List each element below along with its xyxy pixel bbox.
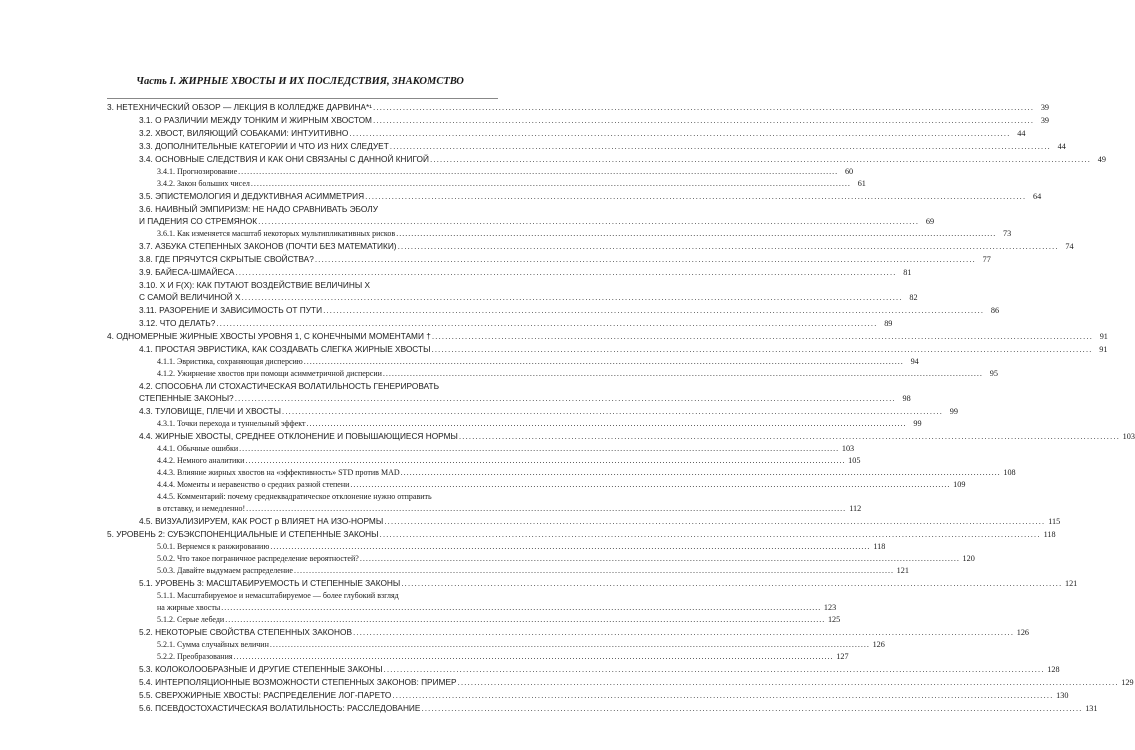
- toc-entry-title: 3.10. X И F(X): КАК ПУТАЮТ ВОЗДЕЙСТВИЕ ВЕЛИЧИНЫ X: [139, 280, 371, 290]
- toc-entry[interactable]: [107, 178, 866, 190]
- toc-entry-title: 4.4.2. Немного аналитики: [157, 456, 245, 465]
- toc-page-number: 121: [1064, 579, 1078, 588]
- toc-entry-title: 4.1. ПРОСТАЯ ЭВРИСТИКА, КАК СОЗДАВАТЬ СЛЕГКА ЖИРНЫЕ ХВОСТЫ: [139, 344, 431, 354]
- dot-leader: [307, 418, 907, 430]
- dot-leader: [221, 602, 821, 614]
- toc-page-number: 74: [1065, 242, 1074, 251]
- toc-entry[interactable]: [107, 590, 837, 614]
- toc-entry[interactable]: [107, 467, 1016, 479]
- toc-entry[interactable]: [107, 689, 1069, 702]
- toc-entry-title: 4.4.4. Моменты и неравенство о средних разной степени: [157, 480, 350, 489]
- toc-entry[interactable]: [107, 356, 919, 368]
- toc-page-number: 112: [849, 504, 862, 513]
- dot-leader: [392, 689, 1053, 701]
- dot-leader: [373, 101, 1034, 113]
- toc-page-number: 121: [896, 566, 909, 575]
- toc-entry[interactable]: [107, 614, 841, 626]
- dot-leader: [239, 443, 839, 455]
- toc-page-number: 81: [903, 268, 912, 277]
- dot-leader: [384, 663, 1045, 675]
- dot-leader: [235, 266, 896, 278]
- toc-page-number: 126: [1016, 628, 1030, 637]
- toc-page-number: 60: [844, 167, 854, 176]
- toc-page-number: 125: [827, 615, 841, 624]
- toc-entry[interactable]: [107, 455, 861, 467]
- toc-page-number: 118: [873, 542, 886, 551]
- toc-list: [107, 101, 1135, 715]
- toc-entry-title: 5.3. КОЛОКОЛООБРАЗНЫЕ И ДРУГИЕ СТЕПЕННЫЕ ЗАКОНЫ: [139, 664, 383, 674]
- toc-entry-title-continuation: на жирные хвосты: [157, 603, 221, 612]
- dot-leader: [401, 467, 1001, 479]
- toc-entry-title: 5.0.3. Давайте выдумаем распределение: [157, 566, 293, 575]
- toc-entry-title: 3.1. О РАЗЛИЧИИ МЕЖДУ ТОНКИМ И ЖИРНЫМ ХВОСТОМ: [139, 115, 372, 125]
- toc-page-number: 103: [1122, 432, 1135, 441]
- toc-page-number: 91: [1099, 332, 1108, 341]
- dot-leader: [365, 190, 1026, 202]
- toc-entry[interactable]: [107, 418, 922, 430]
- dot-leader: [323, 304, 984, 316]
- toc-page-number: 99: [913, 419, 922, 428]
- toc-entry[interactable]: [107, 228, 1012, 240]
- dot-leader: [458, 676, 1119, 688]
- toc-entry[interactable]: [107, 101, 1050, 114]
- toc-entry-title: 3.4. ОСНОВНЫЕ СЛЕДСТВИЯ И КАК ОНИ СВЯЗАНЫ С ДАННОЙ КНИГОЙ: [139, 154, 429, 164]
- dot-leader: [430, 153, 1091, 165]
- toc-entry-title: 3.7. АЗБУКА СТЕПЕННЫХ ЗАКОНОВ (ПОЧТИ БЕЗ МАТЕМАТИКИ): [139, 241, 397, 251]
- toc-entry-title-continuation: СТЕПЕННЫЕ ЗАКОНЫ?: [139, 393, 234, 403]
- toc-entry-title: 5.2. НЕКОТОРЫЕ СВОЙСТВА СТЕПЕННЫХ ЗАКОНОВ: [139, 627, 352, 637]
- toc-page-number: 123: [823, 603, 837, 612]
- toc-entry-title: 3.3. ДОПОЛНИТЕЛЬНЫЕ КАТЕГОРИИ И ЧТО ИЗ НИХ СЛЕДУЕТ: [139, 141, 389, 151]
- toc-entry[interactable]: [107, 190, 1042, 203]
- toc-entry[interactable]: [107, 203, 935, 228]
- toc-entry-title: 3.6. НАИВНЫЙ ЭМПИРИЗМ: НЕ НАДО СРАВНИВАТЬ ЭБОЛУ: [139, 204, 378, 214]
- toc-entry-title: 3.12. ЧТО ДЕЛАТЬ?: [139, 318, 216, 328]
- dot-leader: [432, 330, 1093, 342]
- toc-entry-title: 3. НЕТЕХНИЧЕСКИЙ ОБЗОР — ЛЕКЦИЯ В КОЛЛЕДЖЕ ДАРВИНА*¹: [107, 102, 372, 112]
- dot-leader: [398, 240, 1059, 252]
- dot-leader: [373, 114, 1034, 126]
- dot-leader: [396, 228, 996, 240]
- dot-leader: [245, 455, 845, 467]
- dot-leader: [251, 178, 851, 190]
- toc-entry[interactable]: [107, 553, 975, 565]
- dot-leader: [270, 639, 870, 651]
- toc-page-number: 120: [962, 554, 975, 563]
- toc-entry[interactable]: [107, 153, 1106, 166]
- toc-entry[interactable]: [107, 443, 855, 455]
- toc-entry-title: 5.2.1. Сумма случайных величин: [157, 640, 269, 649]
- dot-leader: [242, 291, 903, 303]
- toc-entry[interactable]: [107, 140, 1066, 153]
- table-of-contents: [107, 98, 1135, 715]
- toc-page-number: 89: [884, 319, 893, 328]
- toc-entry[interactable]: [107, 279, 918, 304]
- toc-entry-title: 3.11. РАЗОРЕНИЕ И ЗАВИСИМОСТЬ ОТ ПУТИ: [139, 305, 323, 315]
- dot-leader: [384, 515, 1045, 527]
- dot-leader: [349, 127, 1010, 139]
- toc-entry[interactable]: [107, 380, 911, 405]
- toc-entry-title: 5.1.1. Масштабируемое и немасштабируемое — более глубокий взгляд: [157, 591, 399, 600]
- dot-leader: [216, 317, 877, 329]
- toc-page-number: 131: [1085, 704, 1098, 713]
- toc-page-number: 109: [953, 480, 966, 489]
- toc-entry[interactable]: [107, 317, 893, 330]
- toc-page-number: 94: [910, 357, 919, 366]
- toc-page-number: 61: [857, 179, 866, 188]
- toc-entry-title: 4.4.3. Влияние жирных хвостов на «эффективность» STD против MAD: [157, 468, 400, 477]
- toc-page-number: 128: [1047, 665, 1060, 674]
- toc-entry-title: 4.5. ВИЗУАЛИЗИРУЕМ, КАК РОСТ p ВЛИЯЕТ НА ИЗО-НОРМЫ: [139, 516, 384, 526]
- toc-entry-title-continuation: И ПАДЕНИЯ СО СТРЕМЯНОК: [139, 216, 258, 226]
- toc-entry[interactable]: [107, 577, 1078, 590]
- toc-entry-title: 5.5. СВЕРХЖИРНЫЕ ХВОСТЫ: РАСПРЕДЕЛЕНИЕ ЛОГ-ПАРЕТО: [139, 690, 392, 700]
- toc-page-number: 129: [1121, 678, 1134, 687]
- toc-page-number: 86: [990, 306, 1000, 315]
- dot-leader: [431, 343, 1092, 355]
- toc-page-number: 39: [1040, 116, 1049, 125]
- toc-entry-title: 5.0.2. Что такое пограничное распределение вероятностей?: [157, 554, 359, 563]
- toc-entry[interactable]: [107, 663, 1060, 676]
- toc-page-number: 105: [848, 456, 861, 465]
- toc-entry-title: 4.4. ЖИРНЫЕ ХВОСТЫ, СРЕДНЕЕ ОТКЛОНЕНИЕ И ПОВЫШАЮЩИЕСЯ НОРМЫ: [139, 431, 458, 441]
- dot-leader: [380, 528, 1041, 540]
- toc-entry-title: 3.2. ХВОСТ, ВИЛЯЮЩИЙ СОБАКАМИ: ИНТУИТИВНО: [139, 128, 349, 138]
- dot-leader: [225, 614, 825, 626]
- toc-page-number: 39: [1040, 103, 1050, 112]
- toc-page-number: 99: [949, 407, 958, 416]
- dot-leader: [421, 702, 1082, 714]
- toc-entry-title: 3.8. ГДЕ ПРЯЧУТСЯ СКРЫТЫЕ СВОЙСТВА?: [139, 254, 314, 264]
- toc-entry-title: 5.2.2. Преобразования: [157, 652, 233, 661]
- toc-page-number: 73: [1003, 229, 1012, 238]
- toc-page-number: 64: [1032, 192, 1042, 201]
- toc-entry[interactable]: [107, 266, 912, 279]
- toc-page-number: 98: [902, 394, 911, 403]
- dot-leader: [383, 368, 983, 380]
- toc-entry[interactable]: [107, 541, 886, 553]
- toc-page-number: 127: [836, 652, 849, 661]
- toc-entry-title: 5.0.1. Вернемся к ранжированию: [157, 542, 270, 551]
- toc-page-number: 82: [909, 293, 918, 302]
- dot-leader: [246, 503, 846, 515]
- dot-leader: [353, 626, 1014, 638]
- toc-entry[interactable]: [107, 491, 862, 515]
- toc-entry-title: 3.4.1. Прогнозирование: [157, 167, 238, 176]
- toc-entry-title: 4. ОДНОМЕРНЫЕ ЖИРНЫЕ ХВОСТЫ УРОВНЯ 1, С КОНЕЧНЫМИ МОМЕНТАМИ †: [107, 331, 431, 341]
- toc-entry-title: 5.1. УРОВЕНЬ 3: МАСШТАБИРУЕМОСТЬ И СТЕПЕННЫЕ ЗАКОНЫ: [139, 578, 401, 588]
- toc-entry[interactable]: [107, 430, 1135, 443]
- toc-entry[interactable]: [107, 304, 1000, 317]
- toc-entry-title: 4.4.1. Обычные ошибки: [157, 444, 239, 453]
- toc-entry[interactable]: [107, 626, 1030, 639]
- dot-leader: [459, 430, 1120, 442]
- toc-page-number: 91: [1099, 345, 1108, 354]
- toc-entry[interactable]: [107, 565, 909, 577]
- toc-entry[interactable]: [107, 127, 1026, 140]
- toc-page-number: 108: [1003, 468, 1016, 477]
- dot-leader: [315, 253, 976, 265]
- toc-entry-title-continuation: в отставку, и немедленно!: [157, 504, 246, 513]
- toc-entry-title: 4.1.1. Эвристика, сохраняющая дисперсию: [157, 357, 303, 366]
- toc-entry-title: 3.6.1. Как изменяется масштаб некоторых мультипликативных рисков: [157, 229, 396, 238]
- toc-entry-title: 3.4.2. Закон больших чисел: [157, 179, 250, 188]
- toc-entry[interactable]: [107, 676, 1134, 689]
- toc-page-number: 69: [925, 217, 935, 226]
- dot-leader: [294, 565, 894, 577]
- toc-entry-title: 5.4. ИНТЕРПОЛЯЦИОННЫЕ ВОЗМОЖНОСТИ СТЕПЕННЫХ ЗАКОНОВ: ПРИМЕР: [139, 677, 457, 687]
- dot-leader: [360, 553, 960, 565]
- toc-page-number: 130: [1056, 691, 1069, 700]
- toc-entry-title-continuation: С САМОЙ ВЕЛИЧИНОЙ X: [139, 292, 241, 302]
- toc-entry[interactable]: [107, 114, 1049, 127]
- toc-page-number: 103: [841, 444, 855, 453]
- toc-entry[interactable]: [107, 368, 998, 380]
- toc-entry[interactable]: [107, 479, 966, 491]
- toc-entry[interactable]: [107, 405, 958, 418]
- toc-entry[interactable]: [107, 651, 849, 663]
- toc-entry[interactable]: [107, 639, 885, 651]
- toc-page-number: 126: [872, 640, 885, 649]
- toc-entry-title: 5.1.2. Серые лебеди: [157, 615, 225, 624]
- toc-entry[interactable]: [107, 515, 1061, 528]
- toc-entry-title: 4.3.1. Точки перехода и туннельный эффект: [157, 419, 306, 428]
- dot-leader: [238, 166, 838, 178]
- dot-leader: [235, 392, 896, 404]
- toc-entry[interactable]: [107, 253, 991, 266]
- toc-entry[interactable]: [107, 528, 1056, 541]
- dot-leader: [282, 405, 943, 417]
- toc-page-number: 95: [989, 369, 998, 378]
- toc-entry-title: 4.1.2. Ужирнение хвостов при помощи асимметричной дисперсии: [157, 369, 382, 378]
- dot-leader: [304, 356, 904, 368]
- toc-page-number: 118: [1043, 530, 1056, 539]
- toc-page-number: 115: [1048, 517, 1061, 526]
- dot-leader: [390, 140, 1051, 152]
- toc-page-number: 44: [1017, 129, 1026, 138]
- toc-entry[interactable]: [107, 343, 1108, 356]
- dot-leader: [401, 577, 1062, 589]
- toc-entry[interactable]: [107, 330, 1108, 343]
- toc-page-number: 77: [982, 255, 991, 264]
- dot-leader: [270, 541, 870, 553]
- top-rule: [107, 98, 498, 99]
- dot-leader: [234, 651, 834, 663]
- toc-entry[interactable]: [107, 702, 1098, 715]
- toc-entry[interactable]: [107, 166, 854, 178]
- toc-entry-title: 3.9. БАЙЕСА-ШМАЙЕСА: [139, 267, 235, 277]
- toc-page-number: 49: [1097, 155, 1106, 164]
- toc-entry-title: 4.4.5. Комментарий: почему среднеквадратическое отклонение нужно отправить: [157, 492, 432, 501]
- part-heading: Часть I. ЖИРНЫЕ ХВОСТЫ И ИХ ПОСЛЕДСТВИЯ, ЗНАКОМСТВО: [136, 76, 464, 87]
- toc-entry[interactable]: [107, 240, 1074, 253]
- toc-entry-title: 4.2. СПОСОБНА ЛИ СТОХАСТИЧЕСКАЯ ВОЛАТИЛЬНОСТЬ ГЕНЕРИРОВАТЬ: [139, 381, 440, 391]
- dot-leader: [258, 215, 919, 227]
- toc-entry-title: 3.5. ЭПИСТЕМОЛОГИЯ И ДЕДУКТИВНАЯ АСИММЕТРИЯ: [139, 191, 365, 201]
- toc-page-number: 44: [1057, 142, 1066, 151]
- toc-entry-title: 5. УРОВЕНЬ 2: СУБЭКСПОНЕНЦИАЛЬНЫЕ И СТЕПЕННЫЕ ЗАКОНЫ: [107, 529, 379, 539]
- dot-leader: [350, 479, 950, 491]
- toc-entry-title: 5.6. ПСЕВДОСТОХАСТИЧЕСКАЯ ВОЛАТИЛЬНОСТЬ: РАССЛЕДОВАНИЕ: [139, 703, 421, 713]
- toc-entry-title: 4.3. ТУЛОВИЩЕ, ПЛЕЧИ И ХВОСТЫ: [139, 406, 281, 416]
